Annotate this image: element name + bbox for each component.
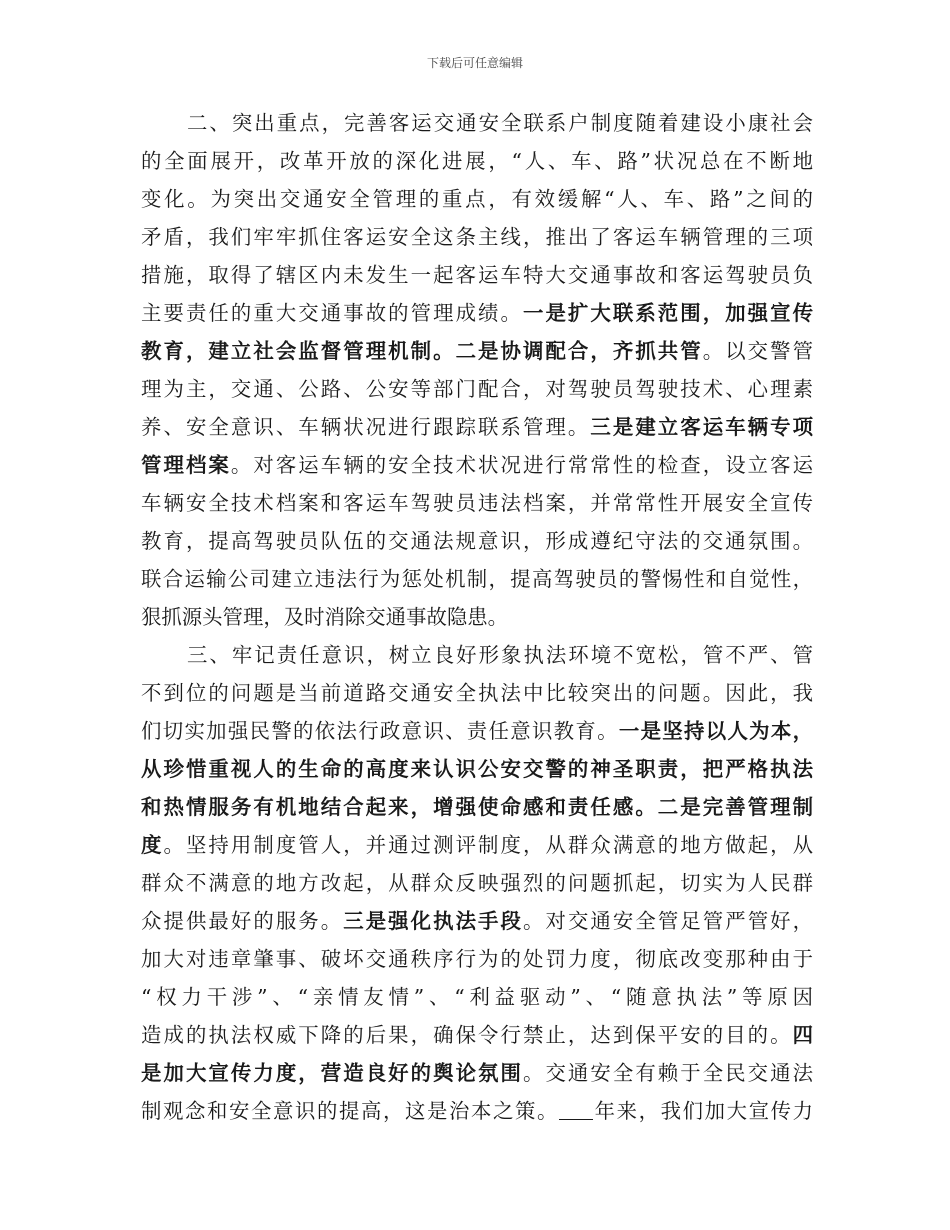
paragraph-line: 造成的执法权威下降的后果，确保令行禁止，达到保平安的目的。四 [141,1023,813,1047]
paragraph-line: 们切实加强民警的依法行政意识、责任意识教育。一是坚持以人为本， [141,719,814,743]
paragraph-line: 群众不满意的地方改起，从群众反映强烈的问题抓起，切实为人民群 [141,871,813,895]
paragraph-line: 不到位的问题是当前道路交通安全执法中比较突出的问题。因此，我 [141,681,813,705]
paragraph-line: 和热情服务有机地结合起来，增强使命感和责任感。二是完善管理制 [141,795,813,819]
paragraph-line: 联合运输公司建立违法行为惩处机制，提高驾驶员的警惕性和自觉性， [141,567,813,591]
paragraph-line: 三、牢记责任意识，树立良好形象执法环境不宽松，管不严、管 [187,643,813,667]
paragraph-line: 教育，建立社会监督管理机制。二是协调配合，齐抓共管。以交警管 [141,339,814,363]
paragraph-line: “权力干涉”、“亲情友情”、“利益驱动”、“随意执法”等原因 [141,985,813,1009]
paragraph-line: 的全面展开，改革开放的深化进展，“人、车、路”状况总在不断地 [141,149,813,173]
paragraph-line: 狠抓源头管理，及时消除交通事故隐患。 [141,605,509,629]
paragraph-line: 众提供最好的服务。三是强化执法手段。对交通安全管足管严管好， [141,909,814,933]
paragraph-line: 措施，取得了辖区内未发生一起客运车特大交通事故和客运驾驶员负 [141,263,813,287]
paragraph-line: 变化。为突出交通安全管理的重点，有效缓解“人、车、路”之间的 [141,187,813,211]
paragraph-line: 养、安全意识、车辆状况进行跟踪联系管理。三是建立客运车辆专项 [141,415,814,439]
paragraph-line: 理为主，交通、公路、公安等部门配合，对驾驶员驾驶技术、心理素 [141,377,813,401]
paragraph-line: 度。坚持用制度管人，并通过测评制度，从群众满意的地方做起，从 [141,833,814,857]
paragraph-line: 车辆安全技术档案和客运车驾驶员违法档案，并常常性开展安全宣传 [141,491,813,515]
page-header: 下载后可任意编辑 [426,56,523,70]
paragraph-line: 矛盾，我们牢牢抓住客运安全这条主线，推出了客运车辆管理的三项 [141,225,813,249]
paragraph-line: 制观念和安全意识的提高，这是治本之策。 年来，我们加大宣传力 [141,1099,813,1123]
paragraph-line: 加大对违章肇事、破坏交通秩序行为的处罚力度，彻底改变那种由于 [141,947,813,971]
paragraph-line: 从珍惜重视人的生命的高度来认识公安交警的神圣职责，把严格执法 [141,757,813,781]
paragraph-line: 二、突出重点，完善客运交通安全联系户制度随着建设小康社会 [187,111,813,135]
document-body [141,104,813,1130]
paragraph-line: 主要责任的重大交通事故的管理成绩。一是扩大联系范围，加强宣传 [141,301,814,325]
paragraph-line: 是加大宣传力度，营造良好的舆论氛围。交通安全有赖于全民交通法 [141,1061,814,1085]
paragraph-line: 管理档案。对客运车辆的安全技术状况进行常常性的检查，设立客运 [141,453,814,477]
blank-underline [559,1099,593,1120]
paragraph-line: 教育，提高驾驶员队伍的交通法规意识，形成遵纪守法的交通氛围。 [141,529,813,553]
